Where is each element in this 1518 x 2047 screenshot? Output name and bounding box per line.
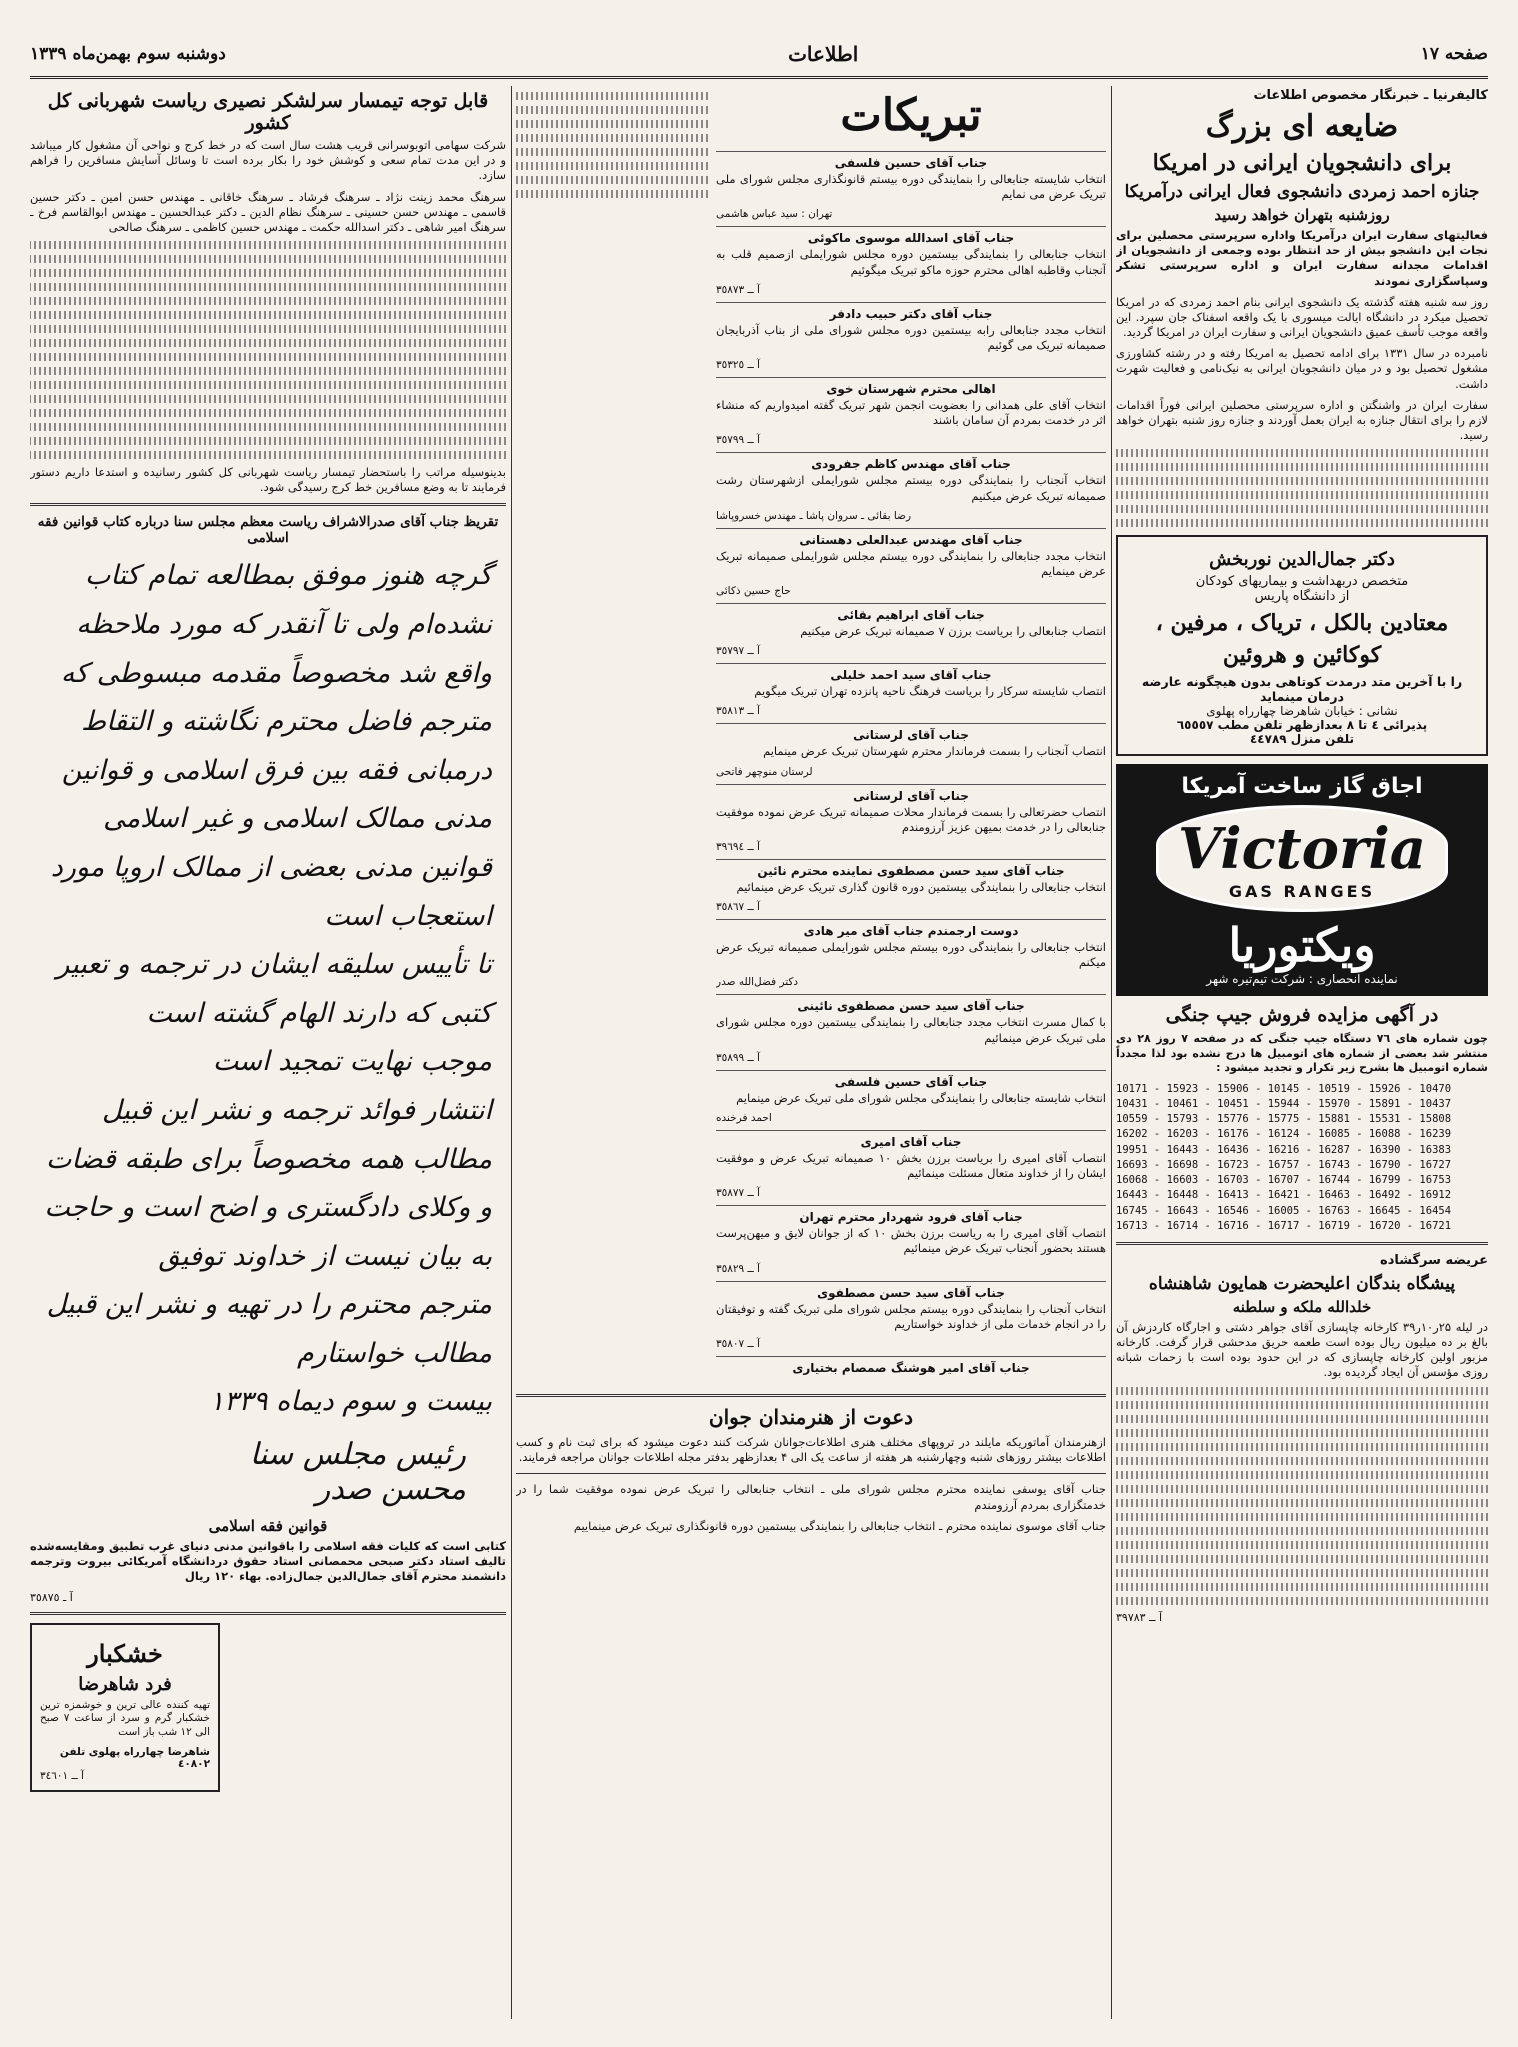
ad-victoria-top: اجاق گاز ساخت آمریکا xyxy=(1181,774,1423,800)
greeting-text: با کمال مسرت انتخاب مجدد جنابعالی را بنمایندگی بیستمین دوره مجلس شورای ملی تبریک عرض مینمائیم xyxy=(716,1015,1106,1045)
ad-doctor-line3: را با آخرین متد درمدت کوتاهی بدون هیچگونه عارضه درمان مینماید xyxy=(1141,674,1463,705)
greeting-sign: آ ــ ٣٥٨٧٣ xyxy=(716,283,760,296)
greeting-text: انتخاب مجدد جنابعالی را بنمایندگی دوره بیستم مجلس شورایملی صمیمانه تبریک عرض مینمایم xyxy=(716,548,1106,578)
greeting-entry xyxy=(716,723,1106,777)
greeting-entry xyxy=(716,1205,1106,1274)
ad-doctor-hours: پذیرائی ٤ تا ۸ بعدازظهر تلفن مطب ٦٥٥٥٧ xyxy=(1176,718,1428,733)
greeting-entry xyxy=(716,603,1106,657)
handwritten-line: موجب نهایت تمجید است xyxy=(212,1046,492,1078)
greeting-head: جناب آقای سید حسن مصطفوی نائینی xyxy=(797,999,1025,1014)
handwritten-line: قوانین مدنی بعضی از ممالک اروپا مورد استعجاب است xyxy=(50,851,492,932)
greeting-sign: احمد فرخنده xyxy=(716,1111,772,1124)
greeting-head: جناب آقای ابراهیم بقائی xyxy=(837,608,985,623)
handwritten-line: مترجم محترم را در تهیه و نشر این قبیل مطالب خواستارم xyxy=(46,1289,492,1369)
article-headline: ضایعه ای بزرگ xyxy=(1205,109,1399,144)
greeting-head: جناب آقای حسین فلسفی xyxy=(834,156,988,170)
ad-doctor-line1: معتادین بالکل ، تریاک ، مرفین ، xyxy=(1155,610,1449,637)
jeep-row: 10431 - 10461 - 10451 - 15944 - 15970 - 15891 - 10437 xyxy=(1116,1098,1452,1110)
jeep-title: در آگهی مزایده فروش جیپ جنگی xyxy=(1165,1004,1439,1027)
greeting-text: انتخاب آنجناب را بنمایندگی دوره بیستم مجلس شورای ملی تبریک گفته و توفیقتان را در انجام خدمات ملی از خداوند خواستاریم xyxy=(716,1301,1106,1331)
greeting-entry xyxy=(716,1281,1106,1350)
jeep-row: 16745 - 16643 - 16546 - 16005 - 16763 - 16645 - 16454 xyxy=(1116,1204,1452,1217)
greeting-sign: آ ــ ٣٥٨٠٧ xyxy=(716,1337,760,1350)
police-notice-continued xyxy=(30,241,506,459)
signature xyxy=(30,1437,466,1507)
greeting-head: جناب آقای حسین فلسفی xyxy=(834,1074,988,1089)
greeting-head: جناب آقای لرستانی xyxy=(853,728,969,743)
greeting-entry xyxy=(716,919,1106,988)
ad-doctor-phone: تلفن منزل ٤٤٧٨٩ xyxy=(1249,732,1355,747)
greeting-sign: رضا بقائی ـ سروان پاشا ـ مهندس خسروپاشا xyxy=(716,509,912,522)
greeting-sign: آ ــ ٣٥٨١٣ xyxy=(716,705,760,718)
greeting-head: جناب آقای اسدالله موسوی ماکوئی xyxy=(807,231,1015,246)
handwritten-line: تا تأییس سلیقه ایشان در ترجمه و تعبیر کتبی که دارند الهام گشته است xyxy=(56,949,492,1029)
greeting-text: انتخاب آقای علی همدانی را بعضویت انجمن شهر تبریک گفته امیدواریم که منشاء اثر در خدمت بمردم آن سامان باشند xyxy=(716,398,1106,428)
article-kicker: کالیفرنیا ـ خبرنگار مخصوص اطلاعات xyxy=(1253,88,1488,103)
dry-title: خشکبار xyxy=(87,1638,163,1668)
greeting-text: انتخاب آنجناب را بنمایندگی دوره بیستم مجلس شورایملی ازشهرستان رشت صمیمانه تبریک عرض میکنیم xyxy=(716,473,1106,503)
open-letter-title: پیشگاه بندگان اعلیحضرت همایون شاهنشاه xyxy=(1148,1273,1456,1294)
ad-doctor-title: متخصص دربهداشت و بیماریهای کودکان xyxy=(1195,574,1409,590)
greeting-text: انتخاب شایسته جنابعالی را بنمایندگی مجلس شورای ملی تبریک عرض مینمایم xyxy=(736,1090,1106,1105)
greeting-head: دوست ارجمندم جناب آقای میر هادی xyxy=(803,924,1019,939)
greetings-list xyxy=(716,151,1106,1376)
article-continued-text xyxy=(1116,449,1488,527)
jeep-row: 10559 - 15793 - 15776 - 15775 - 15881 - 15531 - 15808 xyxy=(1116,1113,1452,1126)
article-headline-2: برای دانشجویان ایرانی در امریکا xyxy=(1152,150,1452,176)
ad-doctor-address: نشانی : خیابان شاهرضا چهارراه پهلوی xyxy=(1206,704,1398,719)
victoria-agent: نماینده انحصاری : شرکت تیم‌تیره شهر xyxy=(1206,972,1398,987)
young-artists-text: ازهنرمندان آماتوریکه مایلند در تروپهای مختلف هنری اطلاعات‌جوانان شرکت کنند دعوت میشود که برای ثبت نام و کسب اطلاعات بیشتر روزهای شنبه وچهارشنبه هر هفته از ساعت یک الی ۴ بعدازظهر بدفتر مجله اطلاعات جوانان مراجعه فرمایند. xyxy=(516,1435,1106,1465)
handwritten-line: واقع شد مخصوصاً مقدمه مبسوطی که مترجم فاضل محترم نگاشته و التقاط xyxy=(60,657,492,738)
greetings-title: تبریکات xyxy=(840,90,982,141)
jeep-text: چون شماره های ٧٦ دستگاه جیپ جنگی که در صفحه ۷ روز ۲۸ دی منتشر شد بعضی از شماره های اتومبیل ها درج نشده بود لذا مجدداً شماره اتومبیل ها بشرح زیر تکرار و تجدید میشود : xyxy=(1116,1032,1488,1075)
article-lead: فعالیتهای سفارت ایران درآمریکا واداره سرپرستی محصلین برای نجات این دانشجو بیش از حد انتظار بوده وجمعی از دانشجویان از اقدامات مجدانه سفارت ایران و اداره سرپرستی تشکر وسپاسگزاری نمودند xyxy=(1116,228,1488,288)
left-column xyxy=(30,86,506,2019)
issue-date: دوشنبه سوم بهمن‌ماه ۱۳۳۹ xyxy=(30,44,226,64)
greeting-entry xyxy=(716,859,1106,913)
ad-doctor-university: از دانشگاه پاریس xyxy=(1254,589,1350,605)
middle-column xyxy=(516,86,1106,2019)
greeting-sign: آ ــ ٣٥٨٦٧ xyxy=(716,901,760,914)
open-letter-ref: آ ــ ٣٩٧٨٣ xyxy=(1116,1610,1163,1624)
greeting-entry xyxy=(716,302,1106,371)
ad-doctor-line2: کوکائین و هروئین xyxy=(1222,642,1382,669)
ad-dried-fruit xyxy=(30,1623,220,1793)
jeep-row: 16443 - 16448 - 16413 - 16421 - 16463 - 16492 - 16912 xyxy=(1116,1189,1452,1202)
column-rule xyxy=(511,86,512,2019)
greeting-entry xyxy=(716,151,1106,220)
greeting-text: انتصاب حضرتعالی را بسمت فرماندار محلات صمیمانه تبریک عرض نموده موفقیت جنابعالی را در خدمت بمیهن عزیز آرزومندم xyxy=(716,804,1106,834)
book-title: قوانین فقه اسلامی xyxy=(208,1517,328,1536)
greeting-head: جناب آقای امیری xyxy=(860,1134,962,1149)
handwritten-line: درمبانی فقه بین فرق اسلامی و قوانین مدنی ممالک اسلامی و غیر اسلامی xyxy=(61,754,492,835)
open-letter-continued xyxy=(1116,1387,1488,1605)
greeting-sign: لرستان منوچهر فاتحی xyxy=(716,765,813,778)
greeting-sign: آ ــ ٣٥٧٩٩ xyxy=(716,434,760,447)
jeep-row: 16202 - 16203 - 16176 - 16124 - 16085 - 16088 - 16239 xyxy=(1116,1128,1452,1141)
jeep-row: 16713 - 16714 - 16716 - 16717 - 16719 - 16720 - 16721 xyxy=(1116,1219,1452,1232)
greeting-head: جناب آقای سید احمد خلیلی xyxy=(830,668,992,683)
police-notice-signers: سرهنگ محمد زینت نژاد ـ سرهنگ فرشاد ـ سرهنگ خاقانی ـ مهندس حسن امین ـ دکتر حسین قاسمی ـ مهندس حسن حسینی ـ سرهنگ نظام الدین ـ دکتر عبدالحسین ـ مهندس ابوالقاسم فرخ ـ سرهنگ امیر شاهی ـ دکتر اسدالله حکمت ـ مهندس حسین کاظمی ـ سرهنگ صالحی xyxy=(30,189,506,234)
greeting-entry xyxy=(716,994,1106,1063)
handwritten-line: گرچه هنوز موفق بمطالعه تمام کتاب نشده‌ام ولی تا آنقدر که مورد ملاحظه xyxy=(76,560,492,640)
young-artists-title: دعوت از هنرمندان جوان xyxy=(708,1405,914,1429)
dry-sub: فرد شاهرضا xyxy=(78,1673,172,1695)
greeting-head: جناب آقای سید حسن مصطفوی xyxy=(817,1285,1005,1300)
greeting-sign: آ ــ ٣٥٣٢٥ xyxy=(716,359,760,372)
greeting-text: انتصاب آنجناب را بسمت فرماندار محترم شهرستان تبریک عرض مینمایم xyxy=(763,744,1106,759)
greeting-text: انتخاب جنابعالی را بنمایندگی بیستمین دوره قانون گذاری تبریک عرض مینمائیم xyxy=(736,879,1106,894)
greeting-head: جناب آقای لرستانی xyxy=(853,788,969,803)
greeting-entry xyxy=(716,784,1106,853)
dry-address: شاهرضا چهارراه پهلوی تلفن ٤٠٨٠٢ xyxy=(59,1746,210,1771)
open-letter-sub: خلدالله ملکه و سلطنه xyxy=(1232,1297,1372,1316)
divider xyxy=(30,1612,506,1615)
column-rule xyxy=(1111,86,1112,2019)
greeting-text: انتصاب شایسته سرکار را بریاست فرهنگ ناحیه پانزده تهران تبریک میگویم xyxy=(754,684,1106,699)
greeting-entry xyxy=(716,226,1106,295)
book-text: کتابی است که کلیات فقه اسلامی را باقوانین مدنی دنیای غرب تطبیق ومقایسه‌شده تالیف استاد دکتر صبحی محمصانی استاد حقوق دردانشگاه آمریکائی بیروت وترجمه دانشمند محترم آقای جمال‌الدین جمال‌زاده. بهاء ۱۲۰ ریال xyxy=(30,1539,506,1584)
greeting-sign: آ ــ ٣٩٦٩٤ xyxy=(716,840,760,853)
greeting-text: انتخاب جنابعالی را بنمایندگی دوره بیستم مجلس شورایملی صمیمانه تبریک عرض میکنم xyxy=(716,940,1106,970)
greeting-compact: جناب آقای یوسفی نماینده محترم مجلس شورای ملی ـ انتخاب جنابعالی را تبریک عرض نموده موفقیت شما را در خدمتگزاری بمردم آرزومندم xyxy=(516,1482,1106,1512)
article-subheadline: جنازه احمد زمردی دانشجوی فعال ایرانی درآمریکا xyxy=(1124,182,1480,202)
greetings-side-text xyxy=(516,92,708,198)
greeting-sign: آ ــ ٣٥٧٩٧ xyxy=(716,645,760,658)
victoria-brand: Victoria xyxy=(1177,816,1427,883)
masthead xyxy=(30,32,1488,79)
ad-doctor xyxy=(1116,535,1488,756)
greeting-entry xyxy=(716,1130,1106,1199)
greeting-text: انتصاب آقای امیری را بریاست برزن بخش ۱۰ صمیمانه تبریک عرض و موفقیت ایشان را از خداوند متعال مسئلت مینمائیم xyxy=(716,1150,1106,1181)
open-letter-body: در لیله ۲۵ر۱۰ر۳۹ کارخانه چاپسازی آقای جواهر دشتی و اجارگاه کاردزش آن بالغ بر ده میلیون ریال بوده است طعمه حریق مدحشی قرار گرفت. کارخانه مزبور اولین کارخانه چاپسازی که در این حدود بوده است با زحمات شبانه روزی مؤسس آن ایجاد گردیده بود. xyxy=(1116,1319,1488,1380)
ad-jeep-auction xyxy=(1116,1004,1488,1234)
greeting-text: انتخاب شایسته جنابعالی را بنمایندگی دوره بیستم قانونگذاری مجلس شورای ملی تبریک عرض می نمایم xyxy=(716,172,1106,202)
victoria-persian: ویکتوریا xyxy=(1228,918,1376,973)
greeting-entry xyxy=(716,528,1106,597)
book-ref: آ ـ ٣٥٨٧٥ xyxy=(30,1590,73,1604)
victoria-sub: GAS RANGES xyxy=(1228,882,1376,902)
police-notice-closing: بدینوسیله مراتب را باستحضار تیمسار ریاست شهربانی کل کشور رسانیده و استدعا داریم دستور فرمایند تا به وضع مسافرین خط کرج رسیدگی شود. xyxy=(30,465,506,495)
jeep-number-rows xyxy=(1116,1082,1488,1234)
dry-ref: آ ــ ٣٤٦٠١ xyxy=(40,1770,84,1783)
signature-title: رئیس مجلس سنا xyxy=(249,1437,466,1473)
greeting-text: انتخاب جنابعالی را بنمایندگی بیستمین دوره مجلس شورایملی ازصمیم قلب به آنجناب وقاطبه اهالی محترم حوزه ماکو تبریک میگوئیم xyxy=(716,247,1106,277)
right-column xyxy=(1116,86,1488,2019)
endorsement-title: تقریظ جناب آقای صدرالاشراف ریاست معظم مجلس سنا درباره کتاب قوانین فقه اسلامی xyxy=(37,514,499,547)
greetings-side xyxy=(516,86,708,1376)
jeep-row: 16693 - 16698 - 16723 - 16757 - 16743 - 16790 - 16727 xyxy=(1116,1158,1452,1171)
jeep-row: 10171 - 15923 - 15906 - 10145 - 10519 - 15926 - 10470 xyxy=(1116,1082,1452,1095)
signature-name: محسن صدر xyxy=(315,1472,466,1508)
greeting-sign: آ ــ ٣٥٨٢٩ xyxy=(716,1262,760,1275)
greeting-compact: جناب آقای موسوی نماینده محترم ـ انتخاب جنابعالی را بنمایندگی بیستمین دوره قانونگذاری تبریک عرض مینماییم xyxy=(573,1518,1106,1533)
article-paragraph: سفارت ایران در واشنگتن و اداره سرپرستی محصلین ایرانی فوراً اقدامات لازم را برای انتقال جنازه به ایران بعمل آوردند و جنازه روز شنبه بتهران خواهد رسید. xyxy=(1116,397,1488,443)
greeting-text: انتصاب آقای امیری را به ریاست برزن بخش ۱۰ که از جوانان لایق و میهن‌پرست هستند بحضور آنجناب تبریک عرض مینمائیم xyxy=(716,1226,1106,1256)
greeting-head: جناب آقای فرود شهردار محترم تهران xyxy=(799,1210,1023,1225)
open-letter-kicker: عریضه سرگشاده xyxy=(1380,1252,1488,1268)
divider xyxy=(1116,1242,1488,1245)
article-paragraph: روز سه شنبه هفته گذشته یک دانشجوی ایرانی بنام احمد زمردی که در امریکا تحصیل میکرد در دانشگاه ایالت میسوری با یک واقعه اسفناک جان سپرد. این واقعه موجب تأسف عمیق دانشجویان ایرانی و سفارت ایران در امریکا گردید. xyxy=(1116,294,1488,340)
greeting-entry xyxy=(716,663,1106,717)
greeting-head: جناب آقای سید حسن مصطفوی نماینده محترم نائین xyxy=(757,863,1065,878)
greeting-entry xyxy=(716,1070,1106,1124)
greeting-entry xyxy=(716,377,1106,446)
divider xyxy=(30,503,506,506)
divider xyxy=(516,1394,1106,1397)
greeting-sign: دکتر فضل‌الله صدر xyxy=(716,976,799,989)
greeting-sign: آ ــ ٣٥٨٩٩ xyxy=(716,1051,760,1064)
greeting-entry xyxy=(716,452,1106,521)
police-notice-body: شرکت سهامی اتوبوسرانی قریب هشت سال است که در خط کرج و نواحی آن مشغول کار میباشد و در این مدت تمام سعی و کوشش خود را بکار برده است تا وسائل آسایش مسافرین را فراهم سازد. xyxy=(30,138,506,183)
greeting-sign: تهران : سید عباس هاشمی xyxy=(716,208,833,221)
greeting-head: جناب آقای مهندس کاظم جفرودی xyxy=(811,457,1011,472)
greeting-sign: حاج حسین ذکائی xyxy=(716,585,791,598)
greeting-entry xyxy=(716,1356,1106,1376)
dry-text: تهیه کننده عالی ترین و خوشمزه ترین خشکبار گرم و سرد از ساعت ۷ صبح الی ۱۲ شب باز است xyxy=(40,1698,210,1739)
greetings-section xyxy=(716,86,1106,1376)
greetings-bottom xyxy=(516,1386,1106,2019)
page-number: صفحه ۱۷ xyxy=(1420,44,1488,64)
handwritten-line: انتشار فوائد ترجمه و نشر این قبیل مطالب همه مخصوصاً برای طبقه قضات xyxy=(45,1094,492,1175)
greeting-sign: آ ــ ٣٥٨٧٧ xyxy=(716,1187,760,1200)
ad-victoria xyxy=(1116,764,1488,996)
police-notice-title: قابل توجه تیمسار سرلشکر نصیری ریاست شهربانی کل کشور xyxy=(47,90,489,134)
greeting-head: جناب آقای امیر هوشنگ صمصام بختیاری xyxy=(792,1360,1030,1375)
article-paragraph: نامبرده در سال ۱۳۳۱ برای ادامه تحصیل به امریکا رفته و در رشته کشاورزی مشغول تحصیل بود و در میان دانشجویان ایرانی به نیک‌نامی و فعالیت شهرت داشت. xyxy=(1116,346,1488,391)
jeep-row: 19951 - 16443 - 16436 - 16216 - 16287 - 16390 - 16383 xyxy=(1116,1143,1452,1156)
greeting-text: انتخاب مجدد جنابعالی رابه بیستمین دوره مجلس شورای ملی از بناب آذربایجان صمیمانه تبریک می گوئیم xyxy=(716,322,1106,352)
jeep-row: 16068 - 16603 - 16703 - 16707 - 16744 - 16799 - 16753 xyxy=(1116,1174,1452,1187)
handwritten-endorsement xyxy=(44,552,492,1427)
greeting-head: جناب آقای دکتر حبیب دادفر xyxy=(829,306,993,321)
greeting-head: اهالی محترم شهرستان خوی xyxy=(826,382,996,397)
ad-doctor-name: دکتر جمال‌الدین نوربخش xyxy=(1209,549,1395,571)
handwritten-line: بیست و سوم دیماه ۱۳۳۹ xyxy=(209,1386,492,1418)
paper-name: اطلاعات xyxy=(788,42,859,66)
greeting-text: انتصاب جنابعالی را بریاست برزن ۷ صمیمانه تبریک عرض میکنیم xyxy=(800,624,1106,639)
open-letter xyxy=(1116,1253,1488,1624)
handwritten-line: و وکلای دادگستری و اضح است و حاجت به بیان نیست از خداوند توفیق xyxy=(44,1192,492,1272)
victoria-logo xyxy=(1156,805,1448,912)
greeting-head: جناب آقای مهندس عبدالعلی دهستانی xyxy=(799,532,1023,547)
article-subheadline-2: روزشنبه بتهران خواهد رسید xyxy=(1214,206,1390,224)
divider xyxy=(516,1473,1106,1474)
